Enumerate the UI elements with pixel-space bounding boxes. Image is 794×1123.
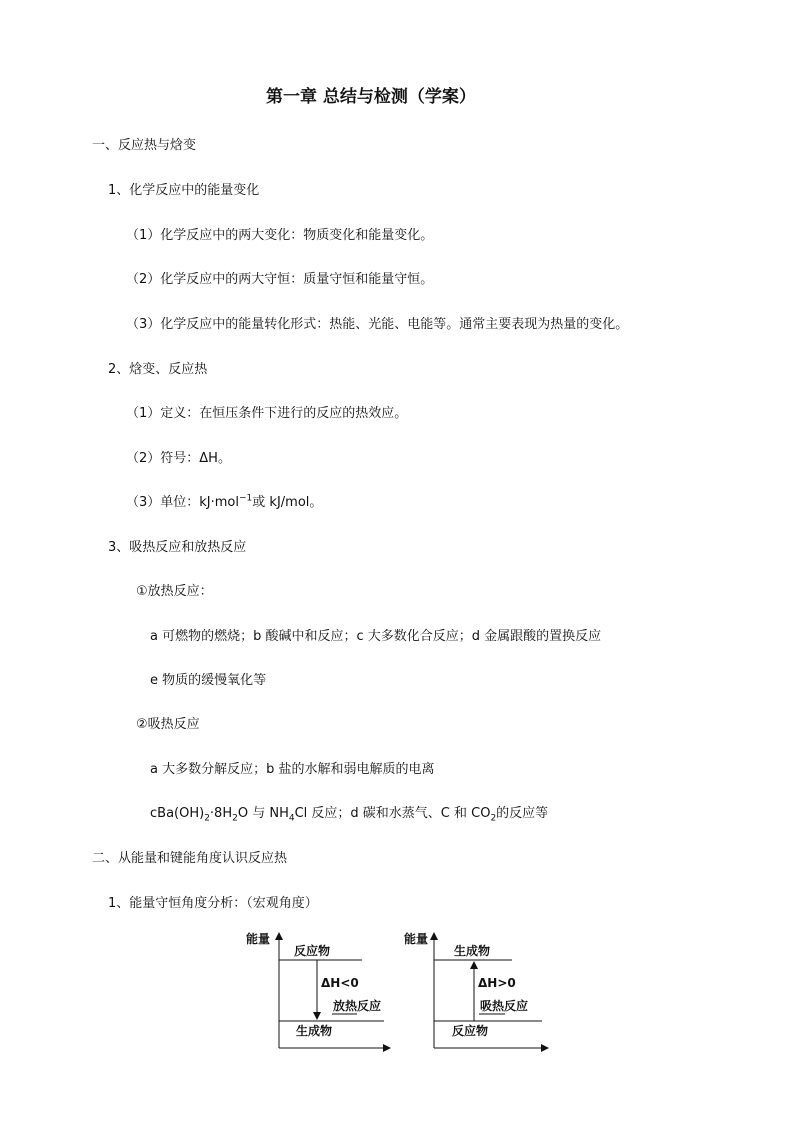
bottom-level-label: 生成物 [296, 1024, 333, 1038]
page-title: 第一章 总结与检测（学案） [266, 87, 476, 107]
symbol-line: （2）符号：ΔH。 [126, 451, 231, 466]
section-2-heading: 二、从能量和键能角度认识反应热 [92, 851, 288, 866]
reaction-type-label: 吸热反应 [480, 999, 529, 1013]
top-level-label: 反应物 [294, 944, 331, 958]
endothermic-examples-2: $cBa(OH)_2\cdot 8H_2O$ 与 $NH_4Cl$ 反应；d 碳和水蒸气、C 和 $CO_2$的反应等 [150, 806, 549, 824]
endothermic-label: ②吸热反应 [136, 717, 200, 732]
subsection-1-2-heading: 2、焓变、反应热 [108, 362, 208, 377]
exothermic-examples-2: e 物质的缓慢氧化等 [150, 673, 267, 688]
reaction-type-label: 放热反应 [333, 999, 382, 1013]
energy-axis-label: 能量 [404, 932, 429, 946]
subsection-1-3-heading: 3、吸热反应和放热反应 [108, 540, 247, 555]
delta-h-label: ΔH>0 [478, 976, 516, 990]
unit-line: （3）单位：kJ·mol$^{-1}$或 kJ/mol。 [126, 493, 323, 510]
definition-line: （1）定义：在恒压条件下进行的反应的热效应。 [126, 406, 408, 421]
endothermic-energy-diagram [402, 925, 554, 1055]
item-1-1-2: （2）化学反应中的两大守恒：质量守恒和能量守恒。 [126, 272, 434, 287]
energy-axis-label: 能量 [246, 932, 271, 946]
subsection-1-1-heading: 1、化学反应中的能量变化 [108, 183, 260, 198]
exothermic-label: ①放热反应： [136, 584, 213, 599]
exothermic-energy-diagram [244, 925, 396, 1055]
section-1-heading: 一、反应热与焓变 [92, 138, 197, 153]
delta-h-label: ΔH<0 [321, 976, 359, 990]
subsection-2-1-heading: 1、能量守恒角度分析：（宏观角度） [108, 896, 318, 911]
item-1-1-3: （3）化学反应中的能量转化形式：热能、光能、电能等。通常主要表现为热量的变化。 [126, 317, 629, 332]
endothermic-examples-1: a 大多数分解反应；b 盐的水解和弱电解质的电离 [150, 762, 435, 777]
exothermic-examples-1: a 可燃物的燃烧；b 酸碱中和反应；c 大多数化合反应；d 金属跟酸的置换反应 [150, 629, 602, 644]
item-1-1-1: （1）化学反应中的两大变化：物质变化和能量变化。 [126, 228, 434, 243]
bottom-level-label: 反应物 [452, 1024, 489, 1038]
top-level-label: 生成物 [454, 944, 491, 958]
